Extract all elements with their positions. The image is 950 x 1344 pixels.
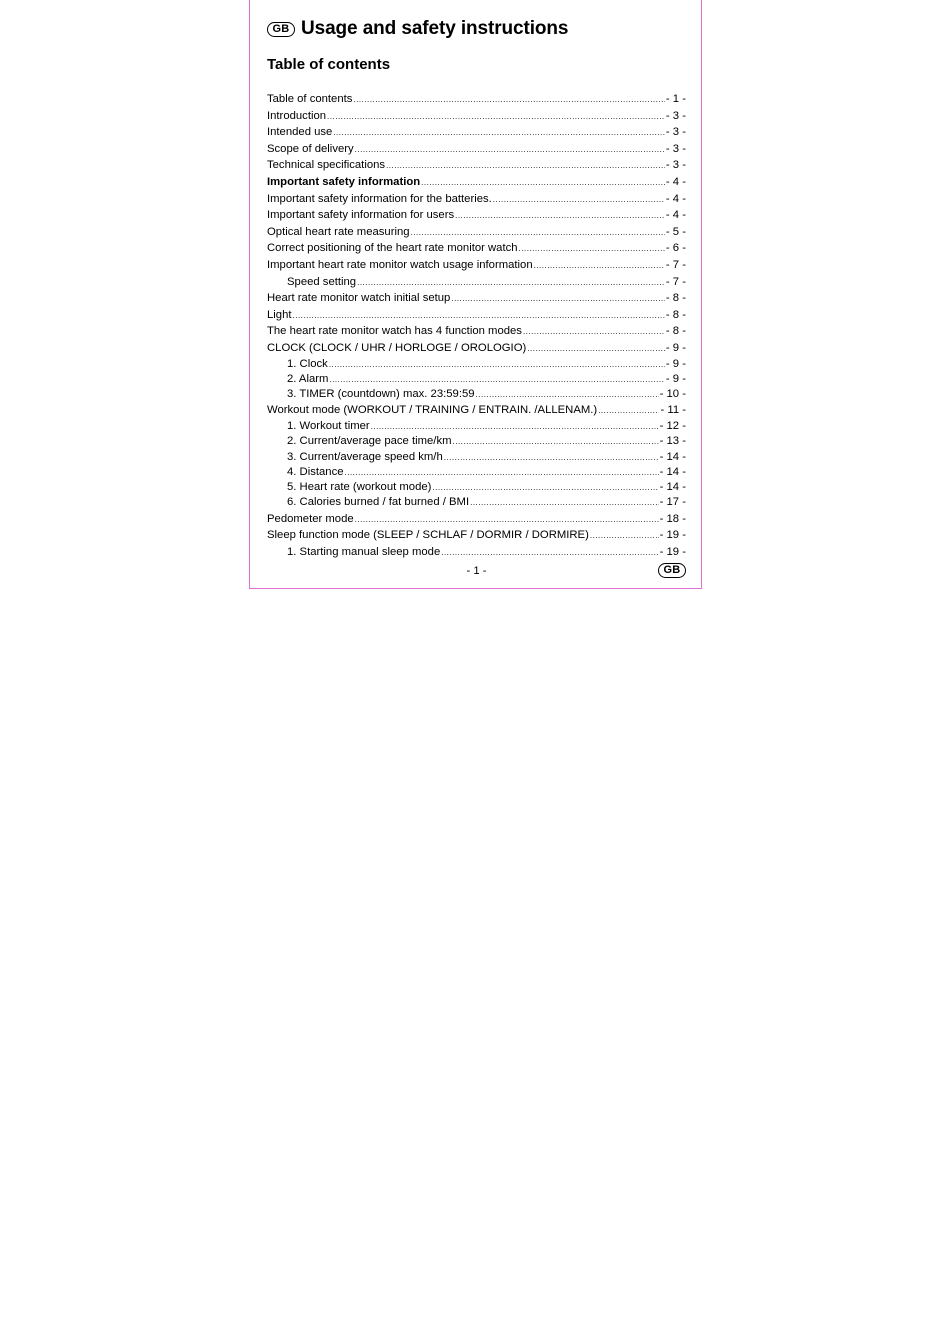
leader-dots [355, 142, 665, 159]
toc-entry[interactable] [267, 402, 686, 419]
toc-entry-label: 2. Alarm [287, 372, 329, 385]
toc-entry-label: Intended use [267, 126, 333, 139]
toc-subentry[interactable] [267, 544, 686, 561]
toc-entry-page: - 3 - [665, 109, 686, 122]
page-title: Usage and safety instructions [301, 18, 569, 39]
leader-dots [527, 341, 665, 358]
toc-entry-label: Optical heart rate measuring [267, 225, 410, 238]
leader-dots [357, 275, 665, 292]
toc-entry-page: - 18 - [659, 512, 686, 525]
toc-entry[interactable] [267, 191, 686, 208]
toc-entry-label: Scope of delivery [267, 142, 354, 155]
leader-dots [411, 225, 665, 242]
toc-entry-page: - 12 - [659, 419, 686, 432]
leader-dots [476, 387, 659, 402]
toc-entry-page: - 9 - [665, 372, 686, 385]
toc-entry-label: Important safety information for the batteries. [267, 192, 492, 205]
toc-entry-page: - 11 - [660, 404, 686, 417]
toc-entry-label: CLOCK (CLOCK / UHR / HORLOGE / OROLOGIO) [267, 341, 527, 354]
leader-dots [493, 192, 665, 209]
table-of-contents [267, 91, 686, 561]
leader-dots [598, 403, 659, 420]
toc-entry-page: - 9 - [665, 357, 686, 370]
leader-dots [523, 324, 665, 341]
toc-entry[interactable] [267, 108, 686, 125]
leader-dots [444, 450, 659, 465]
toc-entry-page: - 6 - [665, 242, 686, 255]
toc-entry-label: Pedometer mode [267, 512, 354, 525]
toc-subentry[interactable] [267, 480, 686, 495]
toc-subentry[interactable] [267, 387, 686, 402]
leader-dots [329, 372, 664, 387]
leader-dots [519, 241, 665, 258]
toc-heading: Table of contents [267, 56, 391, 73]
toc-entry-page: - 4 - [665, 209, 686, 222]
toc-entry[interactable] [267, 240, 686, 257]
leader-dots [441, 545, 658, 562]
toc-subentry[interactable] [267, 357, 686, 372]
page-header [267, 18, 568, 40]
toc-entry-label: 1. Clock [287, 357, 328, 370]
toc-entry-label: 1. Workout timer [287, 419, 370, 432]
toc-entry-page: - 8 - [665, 325, 686, 338]
toc-entry-page: - 13 - [659, 435, 686, 448]
toc-entry-label: Important safety information [267, 175, 421, 188]
toc-entry-page: - 19 - [659, 545, 686, 558]
toc-entry-page: - 4 - [665, 192, 686, 205]
toc-entry[interactable] [267, 91, 686, 108]
toc-entry-page: - 10 - [659, 388, 686, 401]
toc-entry[interactable] [267, 307, 686, 324]
leader-dots [293, 308, 665, 325]
toc-entry[interactable] [267, 174, 686, 191]
toc-entry-label: 5. Heart rate (workout mode) [287, 481, 432, 494]
leader-dots [371, 419, 659, 434]
toc-entry[interactable] [267, 257, 686, 274]
toc-entry-label: Heart rate monitor watch initial setup [267, 292, 451, 305]
toc-entry[interactable] [267, 511, 686, 528]
leader-dots [451, 291, 665, 308]
toc-entry-page: - 17 - [659, 496, 686, 509]
leader-dots [590, 528, 659, 545]
leader-dots [327, 109, 665, 126]
toc-entry-page: - 14 - [659, 481, 686, 494]
toc-entry-page: - 1 - [665, 93, 686, 105]
toc-entry-label: 2. Current/average pace time/km [287, 435, 452, 448]
leader-dots [333, 125, 665, 142]
leader-dots [353, 92, 664, 109]
toc-entry-label: Technical specifications [267, 159, 386, 172]
toc-subentry[interactable] [267, 372, 686, 387]
page-content [267, 0, 686, 588]
leader-dots [386, 158, 665, 175]
toc-subentry[interactable] [267, 434, 686, 449]
toc-entry-label: Correct positioning of the heart rate monitor watch [267, 242, 518, 255]
toc-entry-label: Important heart rate monitor watch usage information [267, 258, 533, 271]
toc-entry[interactable] [267, 224, 686, 241]
toc-entry-page: - 9 - [665, 341, 686, 354]
toc-entry[interactable] [267, 527, 686, 544]
leader-dots [453, 434, 659, 449]
leader-dots [432, 480, 658, 495]
toc-entry-label: Table of contents [267, 93, 353, 105]
toc-entry-page: - 5 - [665, 225, 686, 238]
toc-entry-label: 6. Calories burned / fat burned / BMI [287, 496, 470, 509]
leader-dots [421, 175, 665, 192]
toc-entry[interactable] [267, 207, 686, 224]
leader-dots [455, 208, 665, 225]
toc-entry-page: - 7 - [665, 275, 686, 288]
toc-entry-page: - 19 - [659, 529, 686, 542]
toc-entry-page: - 8 - [665, 308, 686, 321]
toc-entry-label: Workout mode (WORKOUT / TRAINING / ENTRAIN. /ALLENAM.) [267, 404, 598, 417]
toc-entry-label: Speed setting [287, 275, 357, 288]
toc-entry[interactable] [267, 141, 686, 158]
toc-entry-page: - 8 - [665, 292, 686, 305]
toc-entry[interactable] [267, 157, 686, 174]
toc-subentry[interactable] [267, 419, 686, 434]
toc-entry-label: Important safety information for users [267, 209, 455, 222]
toc-entry-label: 1. Starting manual sleep mode [287, 545, 441, 558]
country-badge: GB [267, 22, 295, 37]
leader-dots [345, 465, 659, 480]
toc-entry[interactable] [267, 290, 686, 307]
toc-entry-label: 4. Distance [287, 465, 344, 478]
manual-page [249, 0, 702, 589]
toc-entry[interactable] [267, 124, 686, 141]
toc-entry-page: - 14 - [659, 465, 686, 478]
toc-entry-page: - 4 - [665, 175, 686, 188]
toc-entry-label: The heart rate monitor watch has 4 function modes [267, 325, 522, 338]
toc-entry[interactable] [267, 340, 686, 357]
leader-dots [329, 357, 665, 372]
leader-dots [470, 495, 659, 510]
toc-entry-label: Light [267, 308, 292, 321]
leader-dots [534, 258, 665, 275]
toc-entry[interactable] [267, 323, 686, 340]
toc-subentry[interactable] [267, 465, 686, 480]
page-footer [267, 563, 686, 579]
toc-entry-page: - 3 - [665, 126, 686, 139]
toc-entry-page: - 3 - [665, 159, 686, 172]
toc-subentry[interactable] [267, 495, 686, 510]
toc-entry-label: 3. TIMER (countdown) max. 23:59:59 [287, 388, 475, 401]
toc-entry-page: - 14 - [659, 450, 686, 463]
toc-entry-page: - 3 - [665, 142, 686, 155]
page-number: - 1 - [466, 565, 487, 577]
toc-entry-label: Introduction [267, 109, 327, 122]
toc-entry-page: - 7 - [665, 258, 686, 271]
toc-entry-label: 3. Current/average speed km/h [287, 450, 443, 463]
toc-subentry[interactable] [267, 274, 686, 291]
toc-entry-label: Sleep function mode (SLEEP / SCHLAF / DORMIR / DORMIRE) [267, 529, 589, 542]
country-badge-footer: GB [658, 563, 686, 578]
leader-dots [355, 512, 659, 529]
toc-subentry[interactable] [267, 450, 686, 465]
